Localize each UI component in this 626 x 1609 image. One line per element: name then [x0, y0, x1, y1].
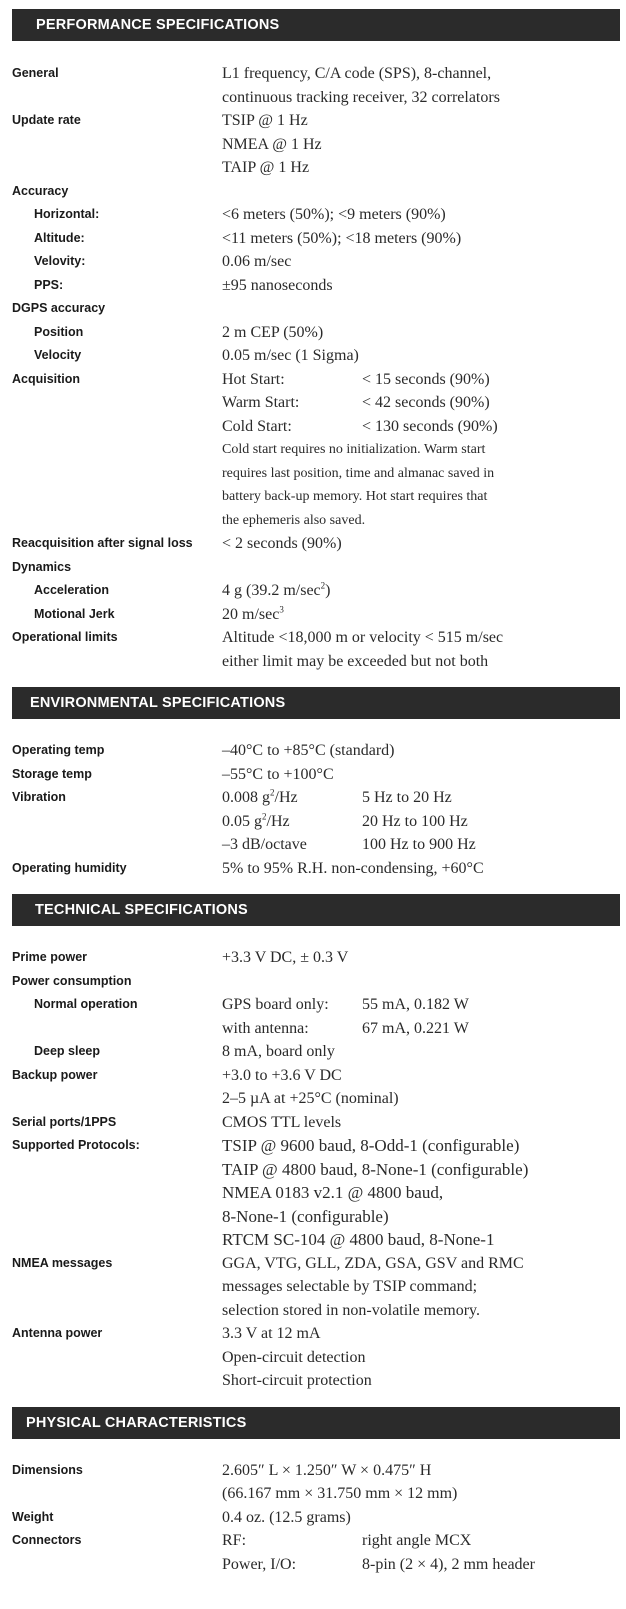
spec-value: [222, 626, 503, 673]
superscript: 2: [262, 811, 267, 822]
spec-value: <6 meters (50%); <9 meters (90%): [222, 206, 446, 223]
spec-label: Dynamics: [12, 559, 72, 574]
pair-value: 5 Hz to 20 Hz: [362, 789, 452, 806]
spec-label: Power consumption: [12, 973, 132, 988]
value-line: 3.3 V at 12 mA: [222, 1325, 321, 1342]
value-line: NMEA @ 1 Hz: [222, 135, 322, 153]
value-line: Short-circuit protection: [222, 1372, 372, 1389]
spec-value: < 2 seconds (90%): [222, 535, 342, 552]
spec-value: [222, 603, 284, 627]
value-line: messages selectable by TSIP command;: [222, 1278, 478, 1295]
spec-value: 8 mA, board only: [222, 1043, 335, 1060]
key-text: 0.05 g: [222, 812, 262, 830]
pair-key: RF:: [222, 1532, 247, 1549]
value-line: selection stored in non-volatile memory.: [222, 1301, 481, 1319]
spec-row-nmea: [12, 1252, 626, 1323]
pair-key: [222, 833, 362, 857]
spec-label: Backup power: [12, 1067, 98, 1082]
spec-value: –55°C to +100°C: [222, 765, 334, 783]
value-line: TAIP @ 1 Hz: [222, 159, 310, 176]
value-line: continuous tracking receiver, 32 correlators: [222, 88, 500, 106]
spec-label: Serial ports/1PPS: [12, 1114, 117, 1129]
spec-label: Accuracy: [12, 183, 69, 198]
spec-value: [222, 1134, 528, 1252]
spec-value: [222, 993, 469, 1040]
spec-label: Connectors: [12, 1533, 82, 1547]
spec-label: Acceleration: [34, 583, 110, 597]
spec-row-normal-operation: [12, 993, 626, 1040]
value-text: 4 g (39.2 m/sec: [222, 582, 321, 599]
spec-label: Vibration: [12, 790, 66, 804]
spec-label: Dimensions: [12, 1462, 83, 1477]
technical-section: [0, 894, 626, 1407]
value-line: 8-None-1 (configurable): [222, 1206, 389, 1226]
acquisition-pair: [222, 368, 498, 392]
spec-label: Position: [34, 324, 84, 339]
spec-label: Deep sleep: [34, 1044, 101, 1058]
spec-row-dgps-velocity: [12, 344, 626, 368]
pair-key: Hot Start:: [222, 370, 285, 388]
spec-row-acquisition: [12, 368, 626, 533]
pair-key: with antenna:: [222, 1019, 309, 1037]
spec-row-update-rate: [12, 109, 626, 180]
pair-value: 67 mA, 0.221 W: [362, 1019, 469, 1037]
pair-value: < 130 seconds (90%): [362, 417, 498, 435]
physical-section: [0, 1407, 626, 1577]
spec-label: PPS:: [34, 277, 64, 292]
spec-row-serial: [12, 1111, 626, 1135]
spec-label: Storage temp: [12, 766, 92, 781]
value-line: NMEA 0183 v2.1 @ 4800 baud,: [222, 1183, 444, 1202]
spec-value: 0.4 oz. (12.5 grams): [222, 1508, 351, 1526]
spec-value: 5% to 95% R.H. non-condensing, +60°C: [222, 859, 484, 877]
connector-pair: [222, 1553, 535, 1577]
value-line: Open-circuit detection: [222, 1348, 366, 1366]
environmental-section: [0, 687, 626, 894]
value-line: 2.605″ L × 1.250″ W × 0.475″ H: [222, 1461, 432, 1479]
spec-label: DGPS accuracy: [12, 301, 106, 315]
spec-row-dynamics: [12, 556, 626, 580]
spec-value: 2 m CEP (50%): [222, 323, 324, 341]
spec-row-deep-sleep: [12, 1040, 626, 1064]
value-tail: ): [325, 582, 331, 599]
value-line: 2–5 µA at +25°C (nominal): [222, 1090, 399, 1107]
spec-row-vibration: [12, 786, 626, 857]
value-line: GGA, VTG, GLL, ZDA, GSA, GSV and RMC: [222, 1254, 524, 1272]
spec-label: Operating humidity: [12, 860, 127, 875]
spec-row-connectors: [12, 1529, 626, 1576]
spec-row-dgps: [12, 297, 626, 321]
value-line: RTCM SC-104 @ 4800 baud, 8-None-1: [222, 1230, 495, 1249]
spec-label: Velocity: [34, 348, 82, 362]
spec-label: Antenna power: [12, 1326, 103, 1340]
superscript: 3: [279, 604, 284, 615]
value-line: TSIP @ 1 Hz: [222, 112, 308, 129]
spec-row-consumption: [12, 970, 626, 994]
pair-key: GPS board only:: [222, 996, 329, 1013]
value-line: Altitude <18,000 m or velocity < 515 m/sec: [222, 629, 504, 646]
pair-key: Cold Start:: [222, 417, 292, 435]
spec-label: Altitude:: [34, 230, 85, 245]
spec-row-reacquisition: [12, 532, 626, 556]
pair-key: [222, 810, 362, 834]
power-pair: [222, 993, 469, 1017]
connector-pair: [222, 1529, 535, 1553]
spec-label: Velovity:: [34, 254, 86, 268]
spec-row-acceleration: [12, 579, 626, 603]
spec-row-protocols: [12, 1134, 626, 1252]
note-line: battery back-up memory. Hot start requires that: [222, 489, 488, 504]
spec-value: 0.06 m/sec: [222, 253, 292, 270]
pair-key: [222, 786, 362, 810]
key-tail: /Hz: [266, 812, 290, 830]
acquisition-pair: [222, 415, 498, 439]
spec-row-dgps-position: [12, 321, 626, 345]
spec-row-general: [12, 62, 626, 109]
value-line: (66.167 mm × 31.750 mm × 12 mm): [222, 1485, 458, 1502]
spec-row-weight: [12, 1506, 626, 1530]
vibration-pair: [222, 833, 476, 857]
key-text: 0.008 g: [222, 789, 270, 806]
spec-value: –40°C to +85°C (standard): [222, 742, 395, 759]
note-line: the ephemeris also saved.: [222, 512, 366, 528]
note-line: Cold start requires no initialization. Warm start: [222, 442, 486, 457]
spec-label: Normal operation: [34, 997, 138, 1011]
technical-header: TECHNICAL SPECIFICATIONS: [12, 894, 620, 926]
environmental-header: ENVIRONMENTAL SPECIFICATIONS: [12, 687, 620, 719]
performance-section: [0, 9, 626, 687]
spec-row-op-temp: [12, 739, 626, 763]
spec-value: [222, 1459, 457, 1506]
spec-row-limits: [12, 626, 626, 673]
pair-value: 8-pin (2 × 4), 2 mm header: [362, 1555, 535, 1573]
pair-value: < 42 seconds (90%): [362, 394, 490, 411]
power-pair: [222, 1017, 469, 1041]
spec-row-backup-power: [12, 1064, 626, 1111]
spec-label: Supported Protocols:: [12, 1138, 140, 1152]
performance-header: PERFORMANCE SPECIFICATIONS: [12, 9, 620, 41]
spec-row-horizontal: [12, 203, 626, 227]
spec-value: [222, 1322, 372, 1393]
superscript: 2: [320, 580, 326, 591]
spec-value: [222, 109, 322, 180]
spec-value: [222, 1252, 524, 1323]
value-line: either limit may be exceeded but not both: [222, 652, 489, 670]
spec-row-jerk: [12, 603, 626, 627]
spec-label: Update rate: [12, 113, 81, 127]
spec-value: <11 meters (50%); <18 meters (90%): [222, 229, 462, 247]
value-line: TSIP @ 9600 baud, 8-Odd-1 (configurable): [222, 1136, 520, 1155]
spec-row-prime-power: [12, 946, 626, 970]
spec-value: [222, 1529, 535, 1576]
spec-value: [222, 579, 330, 603]
vibration-pair: [222, 786, 476, 810]
spec-value: [222, 1064, 399, 1111]
pair-key: Warm Start:: [222, 394, 300, 411]
note-line: requires last position, time and almanac saved in: [222, 465, 495, 481]
spec-label: Weight: [12, 1509, 54, 1524]
spec-value: ±95 nanoseconds: [222, 276, 333, 294]
superscript: 2: [270, 787, 275, 798]
pair-value: 100 Hz to 900 Hz: [362, 836, 476, 853]
spec-row-dimensions: [12, 1459, 626, 1506]
spec-value: [222, 368, 498, 533]
key-tail: /Hz: [274, 789, 298, 806]
spec-label: General: [12, 66, 59, 80]
spec-value: [222, 62, 500, 109]
pair-value: < 15 seconds (90%): [362, 370, 490, 388]
spec-label: Motional Jerk: [34, 606, 115, 621]
spec-row-pps: [12, 274, 626, 298]
spec-label: Operating temp: [12, 743, 105, 757]
spec-row-humidity: [12, 857, 626, 881]
spec-row-velocity: [12, 250, 626, 274]
vibration-pair: [222, 810, 476, 834]
spec-label: Reacquisition after signal loss: [12, 536, 193, 550]
value-text: 20 m/sec: [222, 605, 280, 623]
pair-value: right angle MCX: [362, 1532, 472, 1549]
value-line: L1 frequency, C/A code (SPS), 8-channel,: [222, 65, 492, 82]
spec-value: CMOS TTL levels: [222, 1113, 342, 1131]
acquisition-note: [222, 438, 498, 532]
spec-label: NMEA messages: [12, 1255, 113, 1270]
spec-label: Horizontal:: [34, 207, 100, 221]
spec-row-storage-temp: [12, 763, 626, 787]
pair-value: 55 mA, 0.182 W: [362, 996, 469, 1013]
spec-label: Operational limits: [12, 630, 118, 644]
spec-label: Prime power: [12, 950, 88, 964]
value-line: +3.0 to +3.6 V DC: [222, 1066, 342, 1084]
spec-value: [222, 786, 476, 857]
spec-value: 0.05 m/sec (1 Sigma): [222, 347, 359, 364]
spec-row-altitude: [12, 227, 626, 251]
spec-value: +3.3 V DC, ± 0.3 V: [222, 949, 349, 966]
value-line: TAIP @ 4800 baud, 8-None-1 (configurable): [222, 1159, 529, 1179]
pair-key: Power, I/O:: [222, 1555, 297, 1573]
spec-label: Acquisition: [12, 371, 81, 386]
pair-value: 20 Hz to 100 Hz: [362, 812, 468, 830]
acquisition-pair: [222, 391, 498, 415]
spec-row-accuracy: [12, 180, 626, 204]
key-text: –3 dB/octave: [222, 836, 307, 853]
physical-header: PHYSICAL CHARACTERISTICS: [12, 1407, 620, 1439]
spec-row-antenna: [12, 1322, 626, 1393]
